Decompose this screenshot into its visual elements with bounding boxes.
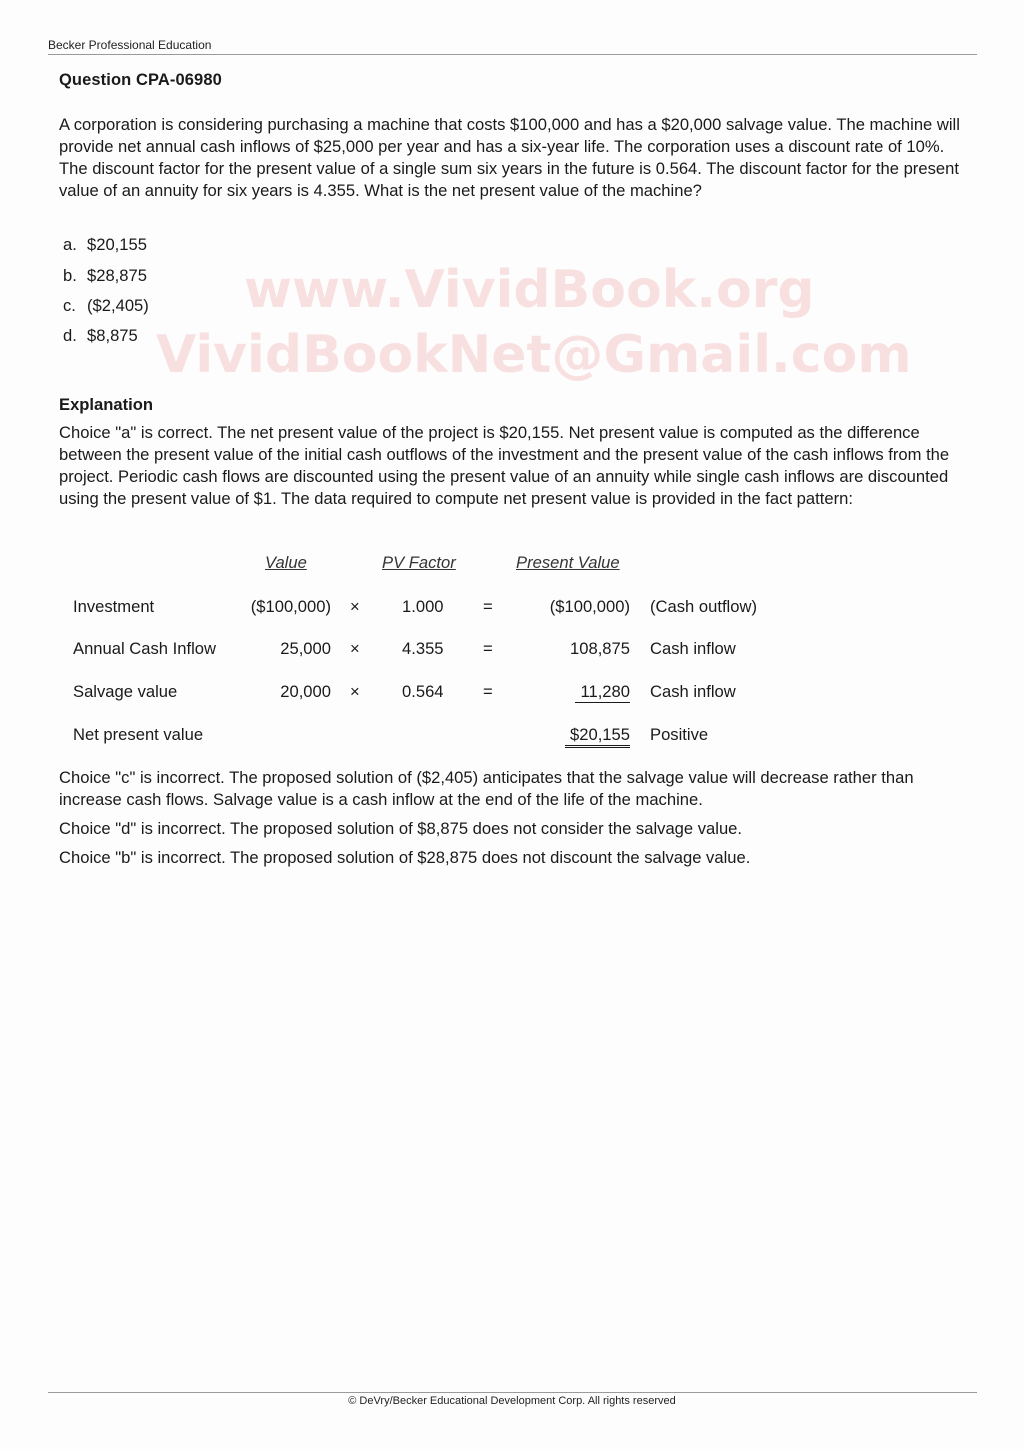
choice-c-explanation: Choice "c" is incorrect. The proposed solution of ($2,405) anticipates that the salvage value will decrease rather than increase cash flows. Salvage value is a cash inflow at the end of the life of the machine. [59,768,914,809]
option-letter: c. [63,296,76,315]
option-letter: d. [63,326,77,345]
row-label: Salvage value [73,682,178,701]
header-divider [48,54,977,55]
equals-sign: = [483,597,493,616]
explanation-title: Explanation [59,395,154,414]
option-text: $28,875 [87,266,147,285]
row-label: Annual Cash Inflow [73,639,216,658]
row-present-value: $20,155 [565,725,630,748]
times-sign: × [350,639,360,658]
row-value: ($100,000) [250,597,331,616]
row-present-value: 11,280 [575,682,630,703]
question-id: Question CPA-06980 [59,71,222,89]
row-value: 25,000 [280,639,331,658]
question-stem: A corporation is considering purchasing a machine that costs $100,000 and has a $20,000 salvage value. The machine will provide net annual cash inflows of $25,000 per year and has a six-year life. The corporation uses a discount rate of 10%. The discount factor for the present value of a single sum six years in the future is 0.564. The discount factor for the present value of an annuity for six years is 4.355. What is the net present value of the machine? [59,115,960,200]
header-title: Becker Professional Education [48,38,212,52]
column-header-pv-factor: PV Factor [382,553,456,572]
column-header-present-value: Present Value [516,553,620,572]
option-text: $20,155 [87,235,147,254]
row-label: Net present value [73,725,204,744]
row-factor: 1.000 [402,597,444,616]
answer-option-d [63,326,138,346]
row-present-value: 108,875 [570,639,630,658]
row-label: Investment [73,597,155,616]
option-letter: b. [63,266,77,285]
option-text: ($2,405) [87,296,149,315]
footer-divider [48,1392,977,1393]
answer-option-c [63,296,149,316]
explanation-intro: Choice "a" is correct. The net present value of the project is $20,155. Net present value is computed as the difference between the present value of the initial cash outflows of the investment and the present value of the cash inflows from the project. Periodic cash flows are discounted using the present value of an annuity while single cash inflows are discounted using the present value of $1. The data required to compute net present value is provided in the fact pattern: [59,423,950,508]
option-text: $8,875 [87,326,138,345]
times-sign: × [350,597,360,616]
option-letter: a. [63,235,77,254]
times-sign: × [350,682,360,701]
column-header-value: Value [265,553,307,572]
answer-option-b [63,266,147,286]
row-note: Cash inflow [650,682,736,701]
equals-sign: = [483,682,493,701]
footer-copyright: © DeVry/Becker Educational Development Corp. All rights reserved [348,1395,676,1407]
row-value: 20,000 [280,682,331,701]
row-note: Cash inflow [650,639,736,658]
row-note: Positive [650,725,709,744]
row-factor: 4.355 [402,639,444,658]
equals-sign: = [483,639,493,658]
row-note: (Cash outflow) [650,597,757,616]
watermark-line2: VividBookNet@Gmail.com [156,325,912,385]
choice-d-explanation: Choice "d" is incorrect. The proposed solution of $8,875 does not consider the salvage value. [59,819,743,838]
choice-b-explanation: Choice "b" is incorrect. The proposed solution of $28,875 does not discount the salvage value. [59,848,751,867]
row-factor: 0.564 [402,682,444,701]
watermark-line1: www.VividBook.org [244,260,815,320]
answer-option-a [63,235,147,255]
row-present-value: ($100,000) [549,597,630,616]
